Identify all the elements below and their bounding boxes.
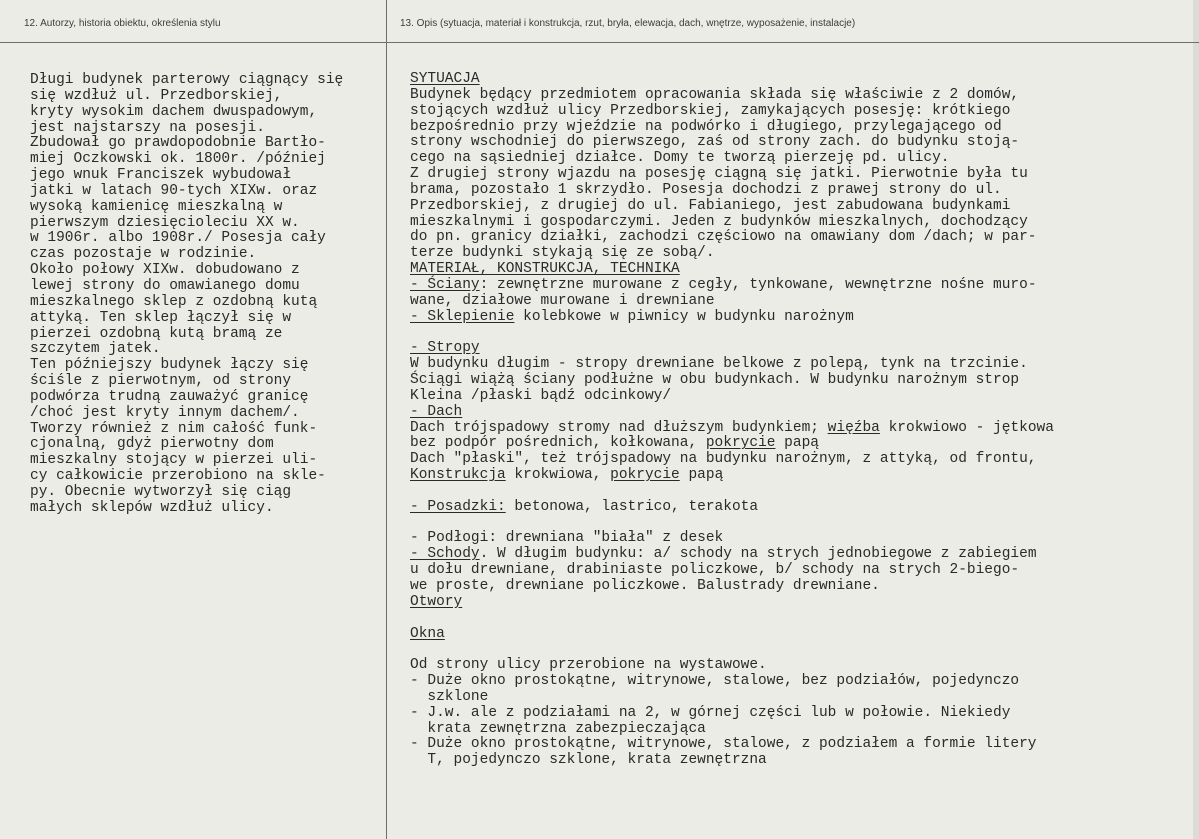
- text-segment: - J.w. ale z podziałami na 2, w górnej części lub w połowie. Niekiedy: [410, 704, 1011, 721]
- history-line: Około połowy XIXw. dobudowano z: [30, 262, 300, 279]
- description-line: [410, 310, 1054, 326]
- underlined-heading: Konstrukcja: [410, 467, 506, 484]
- description-line: [410, 595, 1054, 611]
- description-line: [410, 579, 1054, 595]
- description-line: [410, 531, 1054, 547]
- description-line: [410, 421, 1054, 437]
- text-segment: krokwiowa,: [505, 467, 611, 484]
- description-line: [410, 294, 1054, 310]
- history-line: jatki w latach 90-tych XIXw. oraz: [30, 182, 318, 199]
- description-line: [410, 72, 1054, 88]
- history-line: jego wnuk Franciszek wybudował: [30, 167, 292, 184]
- description-line: [410, 642, 1054, 658]
- history-line: py. Obecnie wytworzył się ciąg: [30, 483, 292, 500]
- history-line: mieszkalny stojący w pierzei uli-: [30, 452, 318, 469]
- description-line: [410, 690, 1054, 706]
- history-line: podwórza trudną zauważyć granicę: [30, 388, 309, 405]
- underlined-heading: SYTUACJA: [410, 71, 480, 87]
- description-line: [410, 468, 1054, 484]
- description-line: [410, 246, 1054, 262]
- history-line: mieszkalnego sklep z ozdobną kutą: [30, 293, 318, 310]
- section-13-header: 13. Opis (sytuacja, materiał i konstrukcja, rzut, bryła, elewacja, dach, wnętrze, wyposażenie, instalacje): [400, 18, 856, 29]
- history-line: wysoką kamienicę mieszkalną w: [30, 198, 283, 215]
- description-line: [410, 452, 1054, 468]
- text-segment: bez podpór pośrednich, kołkowana,: [410, 435, 706, 452]
- history-line: się wzdłuż ul. Przedborskiej,: [30, 87, 283, 104]
- description-line: [410, 611, 1054, 627]
- description-line: [410, 278, 1054, 294]
- description-line: [410, 563, 1054, 579]
- history-line: miej Oczkowski ok. 1800r. /później: [30, 151, 326, 168]
- text-segment: cego na sąsiedniej działce. Domy te tworzą pierzeję pd. ulicy.: [410, 150, 950, 167]
- description-line: [410, 389, 1054, 405]
- description-line: [410, 627, 1054, 643]
- text-segment: stojących wzdłuż ulicy Przedborskiej, zamykających posesję: krótkiego: [410, 102, 1011, 119]
- text-segment: Przedborskiej, z drugiej do ul. Fabianiego, jest zabudowana budynkami: [410, 197, 1011, 214]
- history-line: Ten późniejszy budynek łączy się: [30, 357, 309, 374]
- text-segment: - Duże okno prostokątne, witrynowe, stalowe, bez podziałów, pojedynczo: [410, 673, 1020, 690]
- description-text: [410, 72, 1054, 769]
- history-line: Długi budynek parterowy ciągnący się: [30, 72, 344, 88]
- history-line: Tworzy również z nim całość funk-: [30, 420, 318, 437]
- text-segment: krata zewnętrzna zabezpieczająca: [410, 720, 706, 737]
- description-line: [410, 706, 1054, 722]
- text-segment: we proste, drewniane policzkowe. Balustrady drewniane.: [410, 578, 880, 594]
- description-line: [410, 215, 1054, 231]
- history-line: w 1906r. albo 1908r./ Posesja cały: [30, 230, 326, 247]
- text-segment: bezpośrednio przy wjeździe na podwórko i długiego, przylegającego od: [410, 118, 1002, 135]
- history-line: małych sklepów wzdłuż ulicy.: [30, 499, 274, 516]
- text-segment: - Podłogi: drewniana "biała" z desek: [410, 530, 724, 547]
- description-line: [410, 484, 1054, 500]
- history-line: pierwszym dziesięcioleciu XX w.: [30, 214, 300, 231]
- text-segment: - Duże okno prostokątne, witrynowe, stalowe, z podziałem a formie litery: [410, 736, 1037, 753]
- description-line: [410, 262, 1054, 278]
- underlined-heading: - Dach: [410, 403, 463, 420]
- description-line: [410, 357, 1054, 373]
- description-line: [410, 341, 1054, 357]
- text-segment: Ściągi wiążą ściany podłużne w obu budynkach. W budynku narożnym strop: [410, 372, 1020, 389]
- description-line: [410, 88, 1054, 104]
- history-text: [30, 73, 343, 517]
- description-line: [410, 167, 1054, 183]
- history-line: szczytem jatek.: [30, 341, 161, 358]
- description-line: [410, 500, 1054, 516]
- text-segment: mieszkalnymi i gospodarczymi. Jeden z budynków mieszkalnych, dochodzący: [410, 213, 1028, 230]
- underlined-heading: Okna: [410, 625, 445, 642]
- text-segment: kolebkowe w piwnicy w budynku narożnym: [514, 308, 854, 325]
- description-line: [410, 230, 1054, 246]
- header-divider: [0, 42, 1199, 43]
- description-line: [410, 753, 1054, 769]
- description-line: [410, 722, 1054, 738]
- text-segment: . W długim budynku: a/ schody na strych jednobiegowe z zabiegiem: [479, 546, 1037, 563]
- description-line: [410, 674, 1054, 690]
- text-segment: T, pojedynczo szklone, krata zewnętrzna: [410, 752, 767, 769]
- text-segment: betonowa, lastrico, terakota: [505, 498, 759, 515]
- card-edge: [1193, 0, 1199, 839]
- description-line: [410, 104, 1054, 120]
- history-line: jest najstarszy na posesji.: [30, 119, 265, 136]
- underlined-heading: MATERIAŁ, KONSTRUKCJA, TECHNIKA: [410, 261, 680, 278]
- underlined-heading: - Ściany: [410, 276, 480, 293]
- description-line: [410, 737, 1054, 753]
- description-line: [410, 151, 1054, 167]
- underlined-heading: pokrycie: [610, 467, 680, 484]
- text-segment: u dołu drewniane, drabiniaste policzkowe, b/ schody na strych 2-biego-: [410, 562, 1020, 579]
- text-segment: Dach "płaski", też trójspadowy na budynku narożnym, z attyką, od frontu,: [410, 451, 1037, 468]
- history-line: /choć jest kryty innym dachem/.: [30, 404, 300, 421]
- text-segment: W budynku długim - stropy drewniane belkowe z polepą, tynk na trzcinie.: [410, 356, 1028, 373]
- history-line: cy całkowicie przerobiono na skle-: [30, 468, 326, 485]
- text-segment: Od strony ulicy przerobione na wystawowe.: [410, 657, 767, 674]
- section-12-header: 12. Autorzy, historia obiektu, określenia stylu: [24, 18, 221, 29]
- underlined-heading: - Posadzki:: [410, 498, 506, 515]
- text-segment: papą: [679, 467, 724, 484]
- text-segment: Dach trójspadowy stromy nad dłuższym budynkiem;: [410, 419, 828, 436]
- description-line: [410, 373, 1054, 389]
- description-line: [410, 199, 1054, 215]
- description-line: [410, 405, 1054, 421]
- text-segment: strony wschodniej do pierwszego, zaś od strony zach. do budynku stoją-: [410, 134, 1020, 151]
- text-segment: do pn. granicy działki, zachodzi częściowo na omawiany dom /dach; w par-: [410, 229, 1037, 246]
- underlined-heading: pokrycie: [705, 435, 776, 452]
- text-segment: wane, działowe murowane i drewniane: [410, 292, 715, 309]
- history-line: cjonalną, gdyż pierwotny dom: [30, 436, 274, 453]
- description-line: [410, 658, 1054, 674]
- history-line: lewej strony do omawianego domu: [30, 277, 300, 294]
- text-segment: terze budynki stykają się ze sobą/.: [410, 245, 715, 262]
- description-line: [410, 436, 1054, 452]
- description-line: [410, 120, 1054, 136]
- text-segment: Kleina /płaski bądź odcinkowy/: [410, 387, 672, 404]
- history-line: attyką. Ten sklep łączył się w: [30, 309, 292, 326]
- history-line: kryty wysokim dachem dwuspadowym,: [30, 103, 318, 120]
- underlined-heading: - Stropy: [410, 340, 480, 357]
- column-divider: [386, 0, 387, 839]
- description-line: [410, 547, 1054, 563]
- history-line: ściśle z pierwotnym, od strony: [30, 373, 292, 390]
- underlined-heading: - Schody: [410, 546, 480, 563]
- description-line: [410, 326, 1054, 342]
- text-segment: brama, pozostało 1 skrzydło. Posesja dochodzi z prawej strony do ul.: [410, 181, 1002, 198]
- underlined-heading: więźba: [827, 419, 880, 436]
- text-segment: Z drugiej strony wjazdu na posesję ciągną się jatki. Pierwotnie była tu: [410, 166, 1028, 183]
- underlined-heading: - Sklepienie: [410, 308, 515, 325]
- text-segment: : zewnętrzne murowane z cegły, tynkowane, wewnętrzne nośne muro-: [479, 276, 1037, 293]
- text-segment: Budynek będący przedmiotem opracowania składa się właściwie z 2 domów,: [410, 86, 1020, 103]
- text-segment: papą: [775, 435, 819, 452]
- description-line: [410, 183, 1054, 199]
- underlined-heading: Otwory: [410, 593, 463, 610]
- description-line: [410, 516, 1054, 532]
- text-segment: szklone: [410, 688, 489, 705]
- history-line: Zbudował go prawdopodobnie Bartło-: [30, 135, 326, 152]
- text-segment: krokwiowo - jętkowa: [879, 419, 1054, 436]
- history-line: czas pozostaje w rodzinie.: [30, 246, 257, 263]
- history-line: pierzei ozdobną kutą bramą ze: [30, 325, 283, 342]
- description-line: [410, 135, 1054, 151]
